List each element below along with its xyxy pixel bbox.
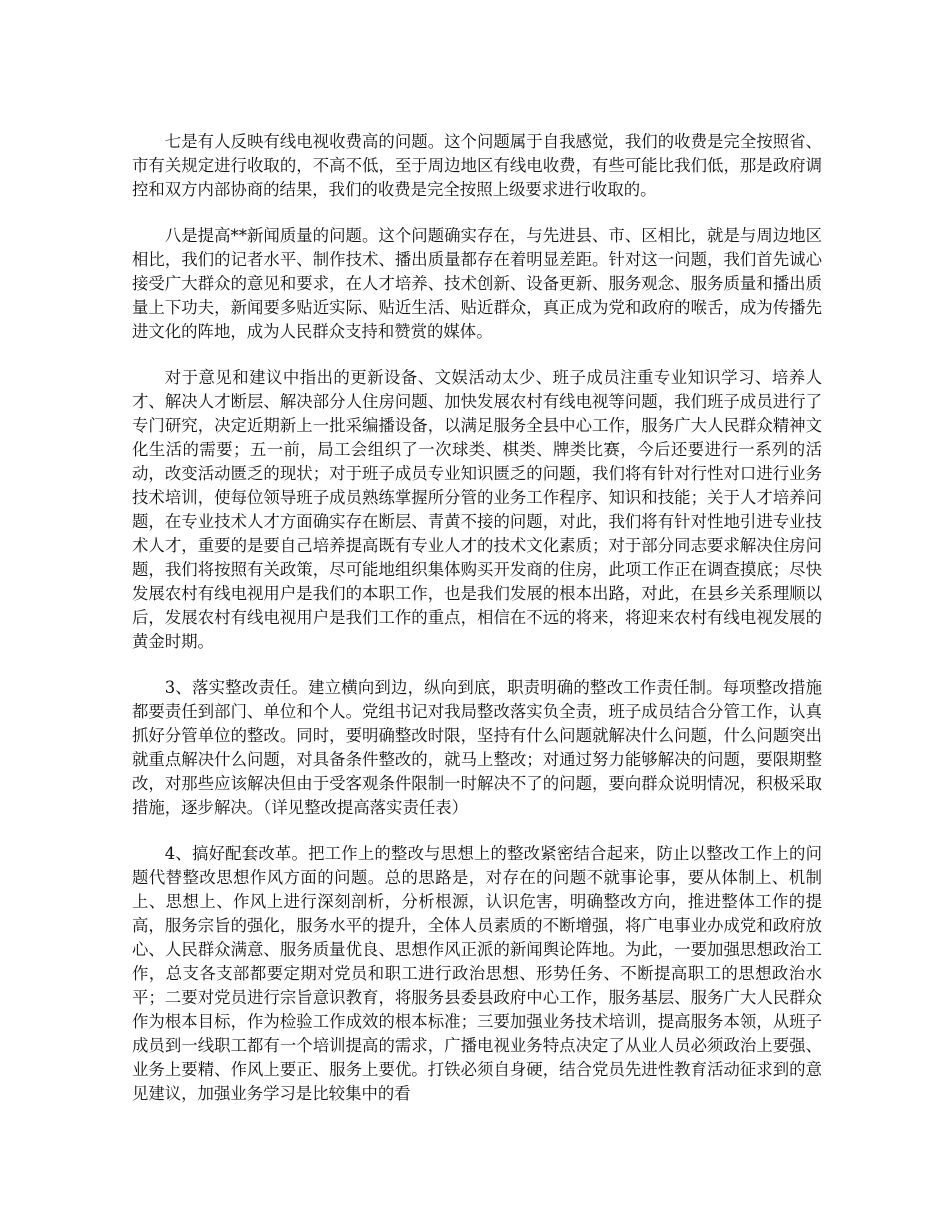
paragraph-supporting-reform: 4、搞好配套改革。把工作上的整改与思想上的整改紧密结合起来，防止以整改工作上的问题代替整改思想作风方面的问题。总的思路是，对存在的问题不就事论事，要从体制上、机制上、思想上、作风上进行深刻剖析，分析根源，认识危害，明确整改方向，推进整体工作的提高，服务宗旨的强化，服务水平的提升，全体人员素质的不断增强，将广电事业办成党和政府放心、人民群众满意、服务质量优良、思想作风正派的新闻舆论阵地。为此，一要加强思想政治工作，总支各支部都要定期对党员和职工进行政治思想、形势任务、不断提高职工的思想政治水平；二要对党员进行宗旨意识教育，将服务县委县政府中心工作，服务基层、服务广大人民群众作为根本目标，作为检验工作成效的根本标准；三要加强业务技术培训，提高服务本领，从班子成员到一线职工都有一个培训提高的需求，广播电视业务特点决定了从业人员必须政治上要强、业务上要精、作风上要正、服务上要优。打铁必须自身硬，结合党员先进性教育活动征求到的意见建议，加强业务学习是比较集中的看 — [132, 844, 822, 1103]
document-body — [132, 130, 822, 1106]
paragraph-news-quality: 八是提高**新闻质量的问题。这个问题确实存在，与先进县、市、区相比，就是与周边地区相比，我们的记者水平、制作技术、播出质量都存在着明显差距。针对这一问题，我们首先诚心接受广大群众的意见和要求，在人才培养、技术创新、设备更新、服务观念、服务质量和播出质量上下功夫，新闻要多贴近实际、贴近生活、贴近群众，真正成为党和政府的喉舌，成为传播先进文化的阵地，成为人民群众支持和赞赏的媒体。 — [132, 226, 822, 341]
paragraph-rectification-responsibility: 3、落实整改责任。建立横向到边，纵向到底，职责明确的整改工作责任制。每项整改措施都要责任到部门、单位和个人。党组书记对我局整改落实负全责，班子成员结合分管工作，认真抓好分管单位的整改。同时，要明确整改时限，坚持有什么问题就解决什么问题，什么问题突出就重点解决什么问题，对具备条件整改的，就马上整改；对通过努力能够解决的问题，要限期整改，对那些应该解决但由于受客观条件限制一时解决不了的问题，要向群众说明情况，积极采取措施，逐步解决。（详见整改提高落实责任表） — [132, 678, 822, 817]
paragraph-cable-fees: 七是有人反映有线电视收费高的问题。这个问题属于自我感觉，我们的收费是完全按照省、市有关规定进行收取的，不高不低，至于周边地区有线电收费，有些可能比我们低，那是政府调控和双方内部协商的结果，我们的收费是完全按照上级要求进行收取的。 — [132, 132, 822, 199]
paragraph-suggestions-response: 对于意见和建议中指出的更新设备、文娱活动太少、班子成员注重专业知识学习、培养人才、解决人才断层、解决部分人住房问题、加快发展农村有线电视等问题，我们班子成员进行了专门研究，决定近期新上一批采编播设备，以满足服务全县中心工作，服务广大人民群众精神文化生活的需要；五一前，局工会组织了一次球类、棋类、牌类比赛，今后还要进行一系列的活动，改变活动匮乏的现状；对于班子成员专业知识匮乏的问题，我们将有针对行性对口进行业务技术培训，使每位领导班子成员熟练掌握所分管的业务工作程序、知识和技能；关于人才培养问题，在专业技术人才方面确实存在断层、青黄不接的问题，对此，我们将有针对性地引进专业技术人才，重要的是要自己培养提高既有专业人才的技术文化素质；对于部分同志要求解决住房问题，我们将按照有关政策，尽可能地组织集体购买开发商的住房，此项工作正在调查摸底；尽快发展农村有线电视用户是我们的本职工作，也是我们发展的根本出路，对此，在县乡关系理顺以后，发展农村有线电视用户是我们工作的重点，相信在不远的将来，将迎来农村有线电视发展的黄金时期。 — [132, 368, 822, 651]
